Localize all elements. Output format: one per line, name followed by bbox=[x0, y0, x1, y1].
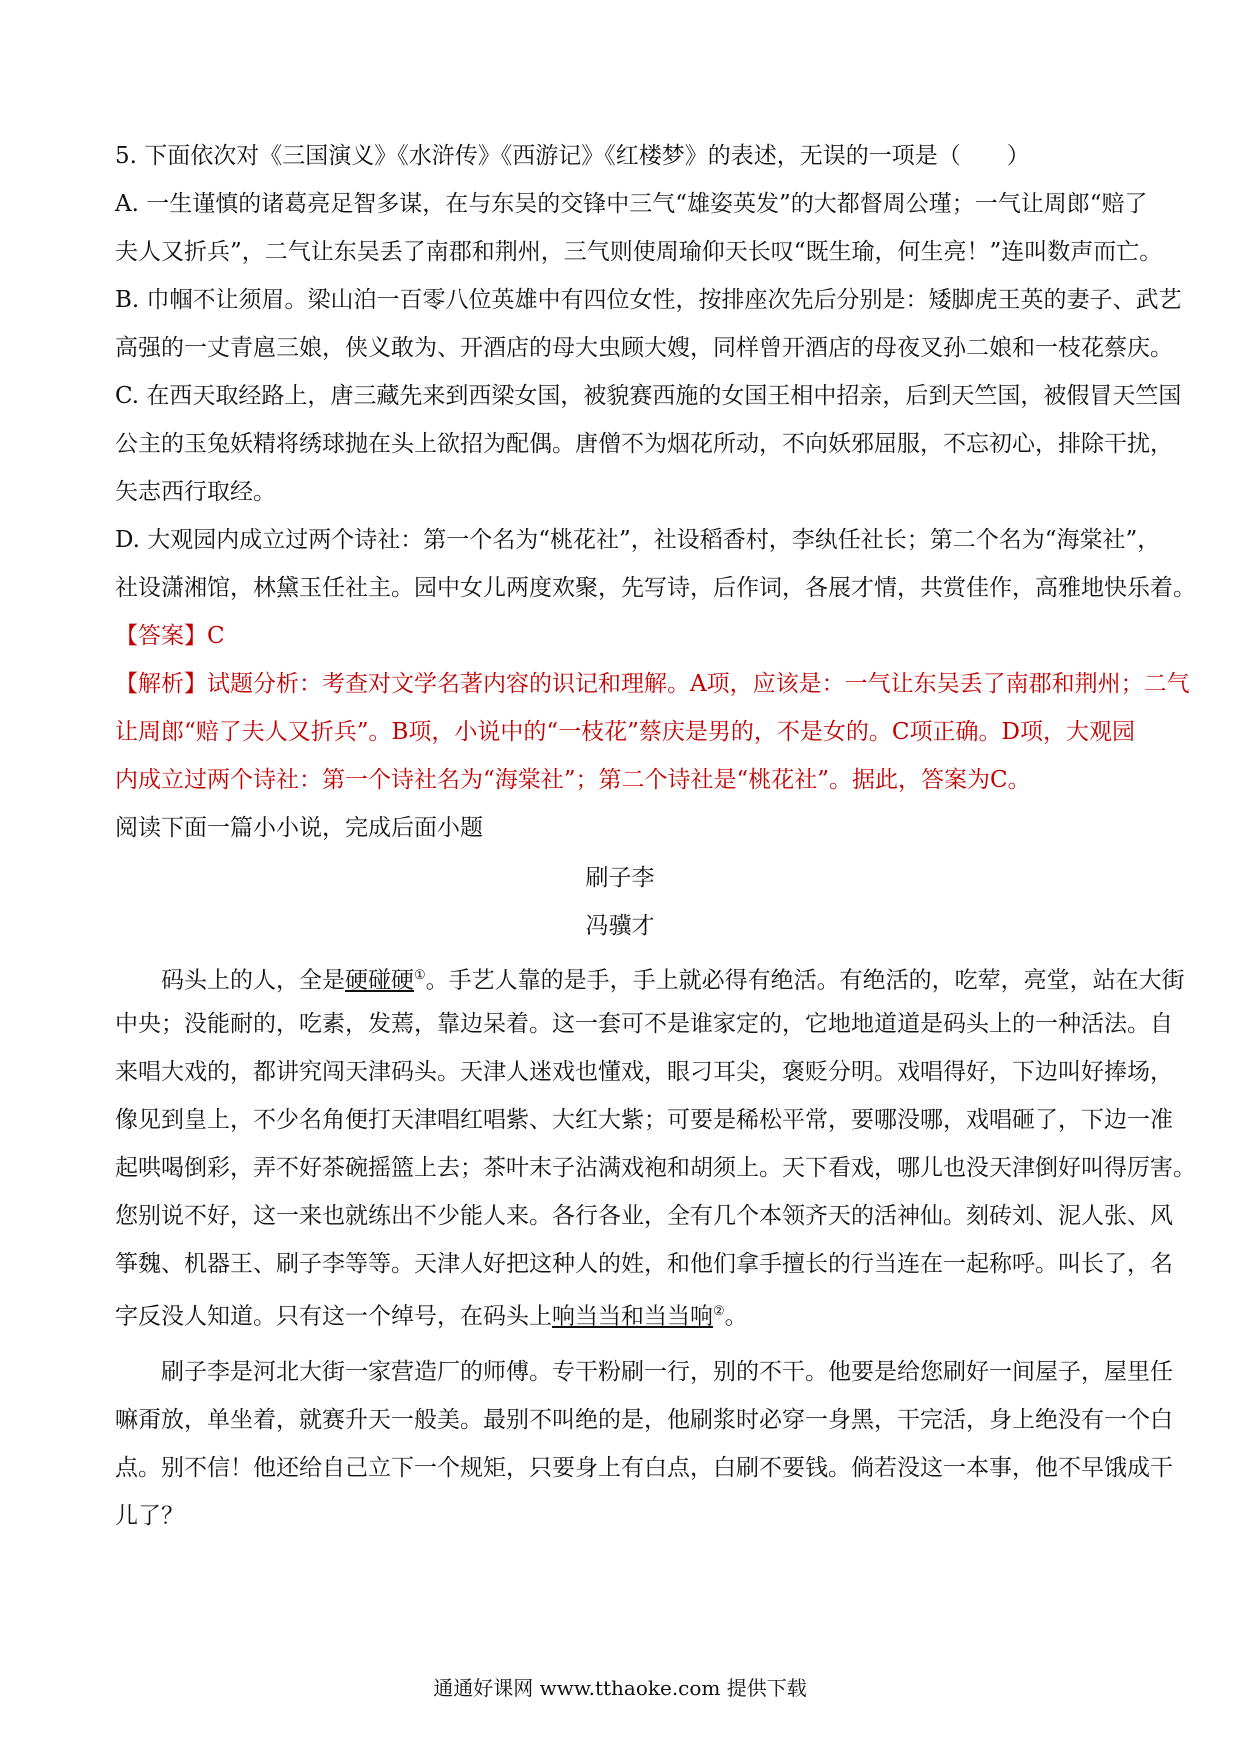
analysis-block: 【解析】试题分析：考查对文学名著内容的识记和理解。A项，应该是：一气让东吴丢了南郡和荆州；二气 让周郎“赔了夫人又折兵”。B项，小说中的“一枝花”蔡庆是男的，不是女的。C项正确。D项，大观园 内成立过两个诗社：第一个诗社名为“海棠社”；第二个诗社是“桃花社”。据此，答案为C。 bbox=[115, 671, 1190, 793]
answer-line: 【答案】C bbox=[115, 623, 225, 649]
page-footer: 通通好课网 www.tthaoke.com 提供下载 bbox=[433, 1676, 807, 1700]
story-author: 冯骥才 bbox=[585, 913, 655, 939]
question-block bbox=[115, 132, 1196, 1540]
underlined-phrase: 响当当和当当响 bbox=[552, 1303, 713, 1330]
option-c: C. 在西天取经路上，唐三藏先来到西梁女国，被貌赛西施的女国王相中招亲，后到天竺国，被假冒天竺国 公主的玉兔妖精将绣球抛在头上欲招为配偶。唐僧不为烟花所动，不向妖邪屈服，不忘初心，排除干扰， 矢志西行取经。 bbox=[115, 383, 1182, 505]
paragraph-1: 码头上的人，全是硬碰硬①。手艺人靠的是手，手上就必得有绝活。有绝活的，吃荤，亮堂，站在大街 中央；没能耐的，吃素，发蔫，靠边呆着。这一套可不是谁家定的，它地地道道是码头上的一种活法。自 来唱大戏的，都讲究闯天津码头。天津人迷戏也懂戏，眼刁耳尖，褒贬分明。戏唱得好，下边叫好捧场， 像见到皇上，不少名角便打天津唱红唱紫、大红大紫；可要是稀松平常，要哪没哪，戏唱砸了，下边一准 起哄喝倒彩，弄不好茶碗摇篮上去；茶叶末子沾满戏袍和胡须上。天下看戏，哪儿也没天津倒好叫得厉害。 您别说不好，这一来也就练出不少能人来。各行各业，全有几个本领齐天的活神仙。刻砖刘、泥人张、风 筝魏、机器王、刷子李等等。天津人好把这种人的姓，和他们拿手擅长的行当连在一起称呼。叫长了，名 字反没人知道。只有这一个绰号，在码头上响当当和当当响②。 bbox=[115, 967, 1196, 1330]
paragraph-2: 刷子李是河北大街一家营造厂的师傅。专干粉刷一行，别的不干。他要是给您刷好一间屋子，屋里任 嘛甭放，单坐着，就赛升天一般美。最别不叫绝的是，他刷浆时必穿一身黑，干完活，身上绝没有一个白 点。别不信！他还给自己立下一个规矩，只要身上有白点，白刷不要钱。倘若没这一本事，他不早饿成干 儿了？ bbox=[115, 1359, 1173, 1529]
question-stem: 5. 下面依次对《三国演义》《水浒传》《西游记》《红楼梦》的表述，无误的一项是（ ） bbox=[115, 143, 1030, 169]
footnote-marker: ② bbox=[713, 1304, 725, 1319]
reading-instruction: 阅读下面一篇小小说，完成后面小题 bbox=[115, 815, 483, 841]
story-title: 刷子李 bbox=[585, 865, 655, 891]
option-d: D. 大观园内成立过两个诗社：第一个名为“桃花社”，社设稻香村，李纨任社长；第二个名为“海棠社”， 社设潇湘馆，林黛玉任社主。园中女儿两度欢聚，先写诗，后作词，各展才情，共赏佳作，高雅地快乐着。 bbox=[115, 527, 1196, 601]
option-a: A. 一生谨慎的诸葛亮足智多谋，在与东吴的交锋中三气“雄姿英发”的大都督周公瑾；一气让周郎“赔了 夫人又折兵”，二气让东吴丢了南郡和荆州，三气则使周瑜仰天长叹“既生瑜，何生亮！”连叫数声而亡。 bbox=[115, 191, 1163, 265]
underlined-phrase: 硬碰硬 bbox=[345, 967, 414, 994]
footnote-marker: ① bbox=[414, 968, 426, 983]
option-b: B. 巾帼不让须眉。梁山泊一百零八位英雄中有四位女性，按排座次先后分别是：矮脚虎王英的妻子、武艺 高强的一丈青扈三娘，侠义敢为、开酒店的母大虫顾大嫂，同样曾开酒店的母夜叉孙二娘和一枝花蔡庆。 bbox=[115, 287, 1182, 361]
